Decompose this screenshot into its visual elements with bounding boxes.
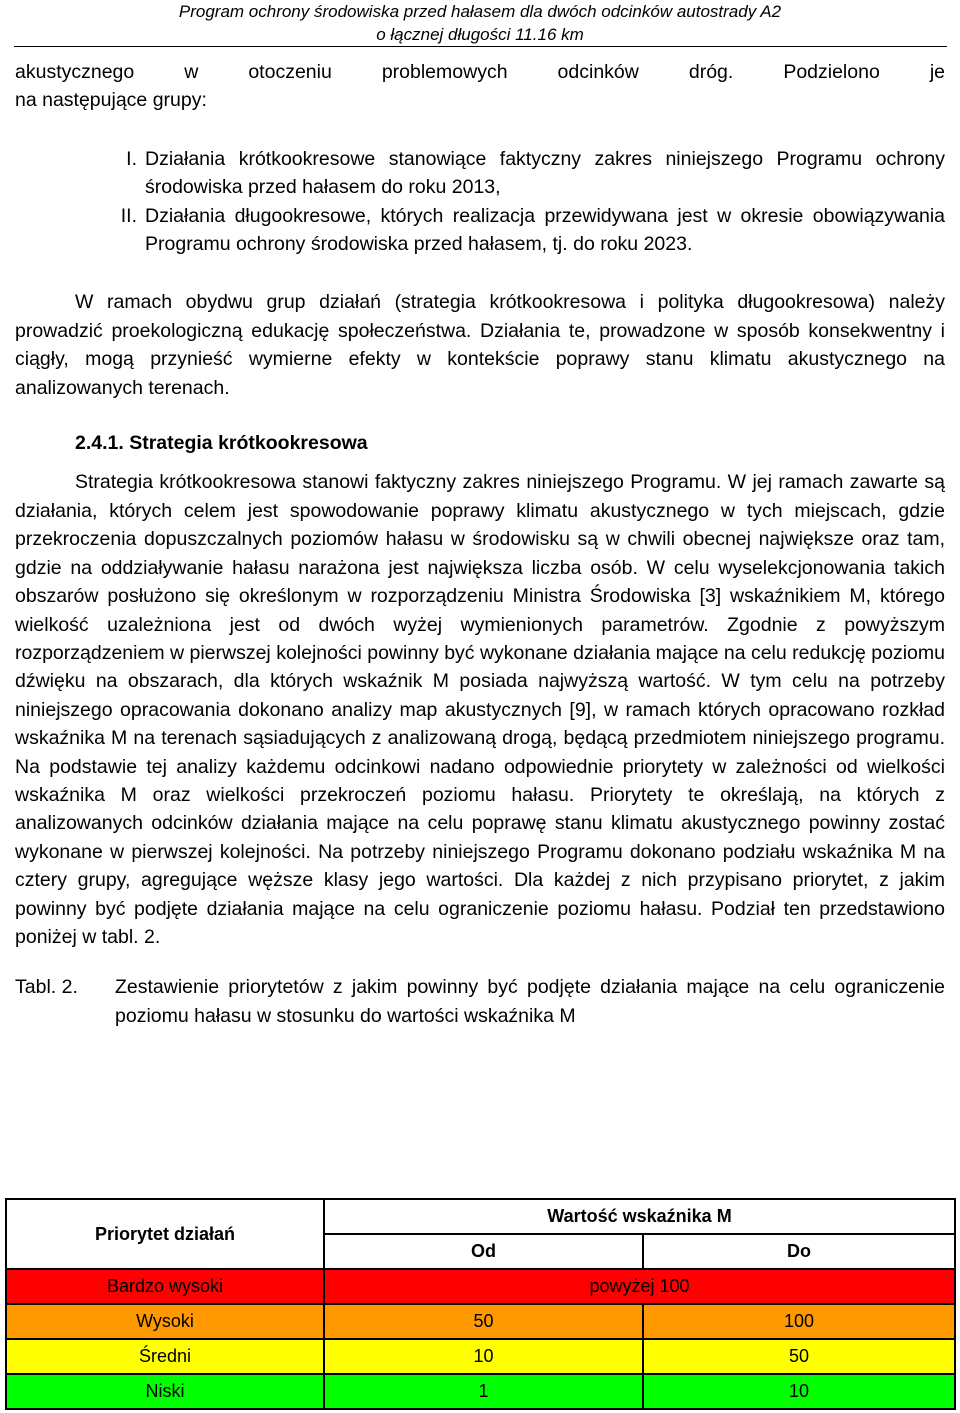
priority-cell: Wysoki bbox=[6, 1304, 324, 1339]
priority-cell: Niski bbox=[6, 1374, 324, 1409]
from-cell: 1 bbox=[324, 1374, 643, 1409]
table-row bbox=[6, 1304, 955, 1339]
table-row bbox=[6, 1269, 955, 1304]
to-cell: 100 bbox=[643, 1304, 955, 1339]
list-item bbox=[15, 145, 945, 202]
groups-list bbox=[15, 145, 945, 259]
to-cell: 50 bbox=[643, 1339, 955, 1374]
table-caption bbox=[15, 973, 945, 1030]
table-row bbox=[6, 1339, 955, 1374]
list-item-number: II. bbox=[120, 204, 137, 227]
priority-table bbox=[5, 1198, 956, 1410]
header-to: Do bbox=[643, 1234, 955, 1269]
list-item-text: Działania długookresowe, których realizacja przewidywana jest w okresie obowiązywania Programu ochrony środowiska przed hałasem, tj. do roku 2023. bbox=[145, 204, 945, 256]
intro-line-2: na następujące grupy: bbox=[15, 89, 207, 112]
header-m-value: Wartość wskaźnika M bbox=[324, 1199, 955, 1234]
list-item bbox=[15, 202, 945, 259]
list-item-number: I. bbox=[126, 147, 137, 170]
from-cell: 50 bbox=[324, 1304, 643, 1339]
intro-line-1: akustycznego w otoczeniu problemowych odcinków dróg. Podzielono je bbox=[15, 61, 945, 83]
page-header bbox=[0, 0, 960, 46]
header-priority: Priorytet działań bbox=[6, 1199, 324, 1269]
list-item-text: Działania krótkookresowe stanowiące faktyczny zakres niniejszego Programu ochrony środowiska przed hałasem do roku 2013, bbox=[145, 147, 945, 199]
header-title-line1: Program ochrony środowiska przed hałasem dla dwóch odcinków autostrady A2 bbox=[178, 2, 782, 21]
to-cell: 10 bbox=[643, 1374, 955, 1409]
priority-cell: Bardzo wysoki bbox=[6, 1269, 324, 1304]
table-caption-text: Zestawienie priorytetów z jakim powinny być podjęte działania mające na celu ograniczenie poziomu hałasu w stosunku do wartości wskaźnika M bbox=[115, 976, 945, 1027]
header-title-line2: o łącznej długości 11.16 km bbox=[376, 25, 584, 44]
table-caption-label: Tabl. 2. bbox=[15, 976, 78, 999]
section-heading: 2.4.1. Strategia krótkookresowa bbox=[75, 432, 368, 455]
paragraph-strategy: W ramach obydwu grup działań (strategia krótkookresowa i polityka długookresowa) należy prowadzić proekologiczną edukację społeczeństwa. Działania te, prowadzone w sposób konsekwentny i ciągły, mogą przynieść wymierne efekty w kontekście poprawy stanu klimatu akustycznego na analizowanych terenach. bbox=[15, 291, 945, 399]
table-row bbox=[6, 1374, 955, 1409]
header-divider bbox=[14, 46, 947, 47]
priority-cell: Średni bbox=[6, 1339, 324, 1374]
document-body bbox=[15, 58, 945, 1030]
value-cell-merged: powyżej 100 bbox=[324, 1269, 955, 1304]
paragraph-main: Strategia krótkookresowa stanowi faktyczny zakres niniejszego Programu. W jej ramach zawarte są działania, których celem jest spowodowanie poprawy klimatu akustycznego w tych miejscach, gdzie przekroczenia dopuszczalnych poziomów hałasu w środowisku są w chwili obecnej największe oraz tam, gdzie na oddziaływanie hałasu narażona jest największa liczba osób. W celu wyselekcjonowania takich obszarów posłużono się określonym w rozporządzeniu Ministra Środowiska [3] wskaźnikiem M, którego wielkość uzależniona jest od dwóch wyżej wymienionych parametrów. Zgodnie z powyższym rozporządzeniem w pierwszej kolejności powinny być wykonane działania mające na celu redukcję poziomu dźwięku na obszarach, dla których wskaźnik M posiada najwyższą wartość. W tym celu na potrzeby niniejszego opracowania dokonano analizy map akustycznych [9], w ramach których opracowano rozkład wskaźnika M na terenach sąsiadujących z analizowaną drogą, będącą przedmiotem niniejszego programu. Na podstawie tej analizy każdemu odcinkowi nadano odpowiednie priorytety w zależności od wielkości wskaźnika M oraz wielkości przekroczeń poziomu hałasu. Priorytety te określają, na których z analizowanych odcinków działania mające na celu poprawę stanu klimatu akustycznego powinny zostać wykonane w pierwszej kolejności. Na potrzeby niniejszego Programu dokonano podziału wskaźnika M na cztery grupy, agregujące węższe klasy jego wartości. Dla każdej z nich przypisano priorytet, z jakim powinny być podjęte działania mające na celu ograniczenie poziomu hałasu. Podział ten przedstawiono poniżej w tabl. 2. bbox=[15, 471, 945, 948]
from-cell: 10 bbox=[324, 1339, 643, 1374]
header-from: Od bbox=[324, 1234, 643, 1269]
